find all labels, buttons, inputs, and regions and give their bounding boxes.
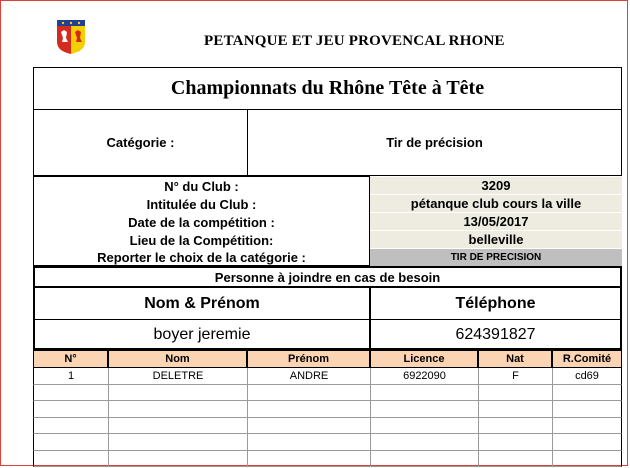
table-cell-last-name[interactable]: DELETRE bbox=[108, 368, 247, 385]
table-cell-nationality[interactable] bbox=[478, 434, 552, 451]
contact-name-label: Nom & Prénom bbox=[144, 294, 260, 312]
table-cell-last-name[interactable] bbox=[108, 451, 247, 468]
table-cell-number[interactable] bbox=[33, 385, 108, 402]
table-cell-last-name[interactable] bbox=[108, 385, 247, 402]
table-cell-committee[interactable]: cd69 bbox=[552, 368, 622, 385]
table-cell-nationality[interactable] bbox=[478, 401, 552, 418]
category-choice-label: Reporter le choix de la catégorie : bbox=[97, 250, 306, 265]
competition-place-label: Lieu de la Compétition: bbox=[129, 232, 274, 248]
table-cell-last-name[interactable] bbox=[108, 401, 247, 418]
column-header-last-name: Nom bbox=[108, 350, 247, 368]
column-header-number: N° bbox=[33, 350, 108, 368]
table-cell-nationality[interactable]: F bbox=[478, 368, 552, 385]
contact-name-value[interactable]: boyer jeremie bbox=[153, 325, 251, 343]
table-cell-number[interactable]: 1 bbox=[33, 368, 108, 385]
competition-date-value[interactable]: 13/05/2017 bbox=[370, 213, 622, 231]
table-cell-number[interactable] bbox=[33, 451, 108, 468]
table-cell-committee[interactable] bbox=[552, 401, 622, 418]
column-header-nationality: Nat bbox=[478, 350, 552, 368]
form-title: Championnats du Rhône Tête à Tête bbox=[170, 77, 485, 99]
category-value[interactable]: Tir de précision bbox=[386, 135, 483, 150]
competition-date-label: Date de la compétition : bbox=[128, 214, 275, 230]
table-cell-licence[interactable] bbox=[370, 385, 478, 402]
table-cell-nationality[interactable] bbox=[478, 418, 552, 435]
table-cell-licence[interactable]: 6922090 bbox=[370, 368, 478, 385]
category-choice-select[interactable]: TIR DE PRECISION bbox=[370, 249, 622, 266]
table-cell-first-name[interactable] bbox=[247, 451, 370, 468]
column-header-licence: Licence bbox=[370, 350, 478, 368]
table-cell-committee[interactable] bbox=[552, 434, 622, 451]
table-cell-first-name[interactable] bbox=[247, 385, 370, 402]
table-cell-first-name[interactable] bbox=[247, 401, 370, 418]
contact-heading: Personne à joindre en cas de besoin bbox=[214, 269, 441, 285]
column-header-first-name: Prénom bbox=[247, 350, 370, 368]
table-cell-last-name[interactable] bbox=[108, 418, 247, 435]
table-cell-number[interactable] bbox=[33, 401, 108, 418]
table-cell-last-name[interactable] bbox=[108, 434, 247, 451]
table-cell-licence[interactable] bbox=[370, 401, 478, 418]
table-cell-number[interactable] bbox=[33, 418, 108, 435]
club-number-label: N° du Club : bbox=[164, 178, 239, 194]
organization-title: PETANQUE ET JEU PROVENCAL RHONE bbox=[204, 33, 505, 49]
table-cell-nationality[interactable] bbox=[478, 385, 552, 402]
table-cell-committee[interactable] bbox=[552, 451, 622, 468]
table-cell-licence[interactable] bbox=[370, 434, 478, 451]
table-cell-first-name[interactable]: ANDRE bbox=[247, 368, 370, 385]
table-cell-committee[interactable] bbox=[552, 385, 622, 402]
contact-phone-label: Téléphone bbox=[455, 294, 536, 312]
club-name-value[interactable]: pétanque club cours la ville bbox=[370, 195, 622, 213]
table-cell-committee[interactable] bbox=[552, 418, 622, 435]
column-header-committee: R.Comité bbox=[552, 350, 622, 368]
table-cell-first-name[interactable] bbox=[247, 418, 370, 435]
club-number-value[interactable]: 3209 bbox=[370, 177, 622, 195]
rhone-coat-of-arms-icon bbox=[57, 20, 85, 54]
table-cell-licence[interactable] bbox=[370, 418, 478, 435]
table-cell-licence[interactable] bbox=[370, 451, 478, 468]
table-cell-nationality[interactable] bbox=[478, 451, 552, 468]
competition-place-value[interactable]: belleville bbox=[370, 231, 622, 249]
table-cell-first-name[interactable] bbox=[247, 434, 370, 451]
contact-phone-value[interactable]: 624391827 bbox=[455, 325, 536, 343]
category-label: Catégorie : bbox=[106, 135, 175, 150]
table-cell-number[interactable] bbox=[33, 434, 108, 451]
club-name-label: Intitulée du Club : bbox=[146, 196, 257, 212]
